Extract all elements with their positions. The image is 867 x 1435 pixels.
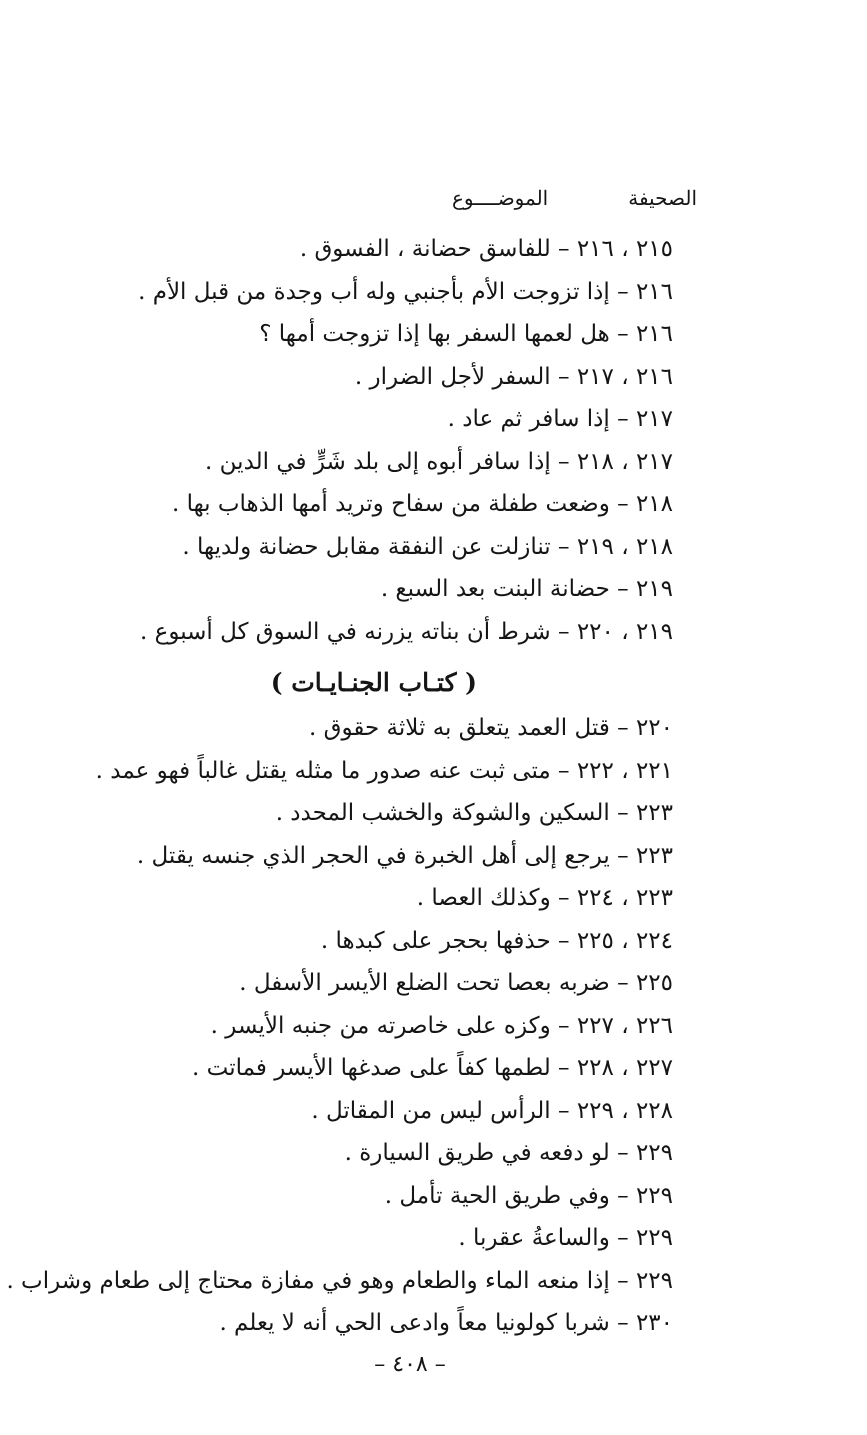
index-entry: ٢٢٥ – ضربه بعصا تحت الضلع الأيسر الأسفل . [239,970,673,996]
index-entry: ٢٢٩ – لو دفعه في طريق السيارة . [344,1140,673,1166]
index-entry: ٢١٩ – حضانة البنت بعد السبع . [380,576,673,602]
index-entry: ٢٢٩ – إذا منعه الماء والطعام وهو في مفازة محتاج إلى طعام وشراب . [6,1267,673,1294]
index-entry: ٢١٨ – وضعت طفلة من سفاح وتريد أمها الذهاب بها . [171,491,673,517]
index-entry: ٢٢١ ، ٢٢٢ – متى ثبت عنه صدور ما مثله يقتل غالباً فهو عمد . [95,757,673,784]
section-heading: ( كتـاب الجنـايـات ) [270,668,477,697]
page-number: – ٤٠٨ – [374,1352,446,1377]
index-entry: ٢٢٣ – السكين والشوكة والخشب المحدد . [275,800,673,826]
index-entry: ٢١٦ – هل لعمها السفر بها إذا تزوجت أمها ؟ [259,321,673,347]
index-entry: ٢١٧ ، ٢١٨ – إذا سافر أبوه إلى بلد شَرٍّ في الدين . [205,448,673,475]
index-entry: ٢١٨ ، ٢١٩ – تنازلت عن النفقة مقابل حضانة ولديها . [182,533,673,560]
index-entry: ٢٢٨ ، ٢٢٩ – الرأس ليس من المقاتل . [311,1097,673,1124]
index-entry: ٢١٦ ، ٢١٧ – السفر لأجل الضرار . [354,363,673,390]
index-entry: ٢٣٠ – شربا كولونيا معاً وادعى الحي أنه لا يعلم . [219,1310,673,1336]
index-entry: ٢١٥ ، ٢١٦ – للفاسق حضانة ، الفسوق . [299,236,673,262]
index-entry: ٢٢٩ – وفي طريق الحية تأمل . [384,1182,673,1209]
index-entry: ٢١٩ ، ٢٢٠ – شرط أن بناته يزرنه في السوق كل أسبوع . [139,618,673,645]
page-column-heading: الصحيفة [628,186,697,210]
index-entry: ٢٢٦ ، ٢٢٧ – وكزه على خاصرته من جنبه الأيسر . [210,1012,673,1039]
index-entry: ٢١٧ – إذا سافر ثم عاد . [447,406,673,432]
index-entries [6,228,673,1345]
index-entry: ٢٢٧ ، ٢٢٨ – لطمها كفاً على صدغها الأيسر فماتت . [192,1055,673,1081]
index-entry: ٢٢٣ – يرجع إلى أهل الخبرة في الحجر الذي جنسه يقتل . [136,842,673,869]
index-entry: ٢١٦ – إذا تزوجت الأم بأجنبي وله أب وجدة من قبل الأم . [138,278,673,305]
index-entry: ٢٢٩ – والساعةُ عقربا . [458,1225,673,1251]
index-entry: ٢٢٠ – قتل العمد يتعلق به ثلاثة حقوق . [309,715,673,741]
column-headings [452,186,697,210]
topic-column-heading: الموضــــوع [451,186,549,210]
index-entry: ٢٢٤ ، ٢٢٥ – حذفها بحجر على كبدها . [320,927,673,954]
index-entry: ٢٢٣ ، ٢٢٤ – وكذلك العصا . [416,885,673,911]
